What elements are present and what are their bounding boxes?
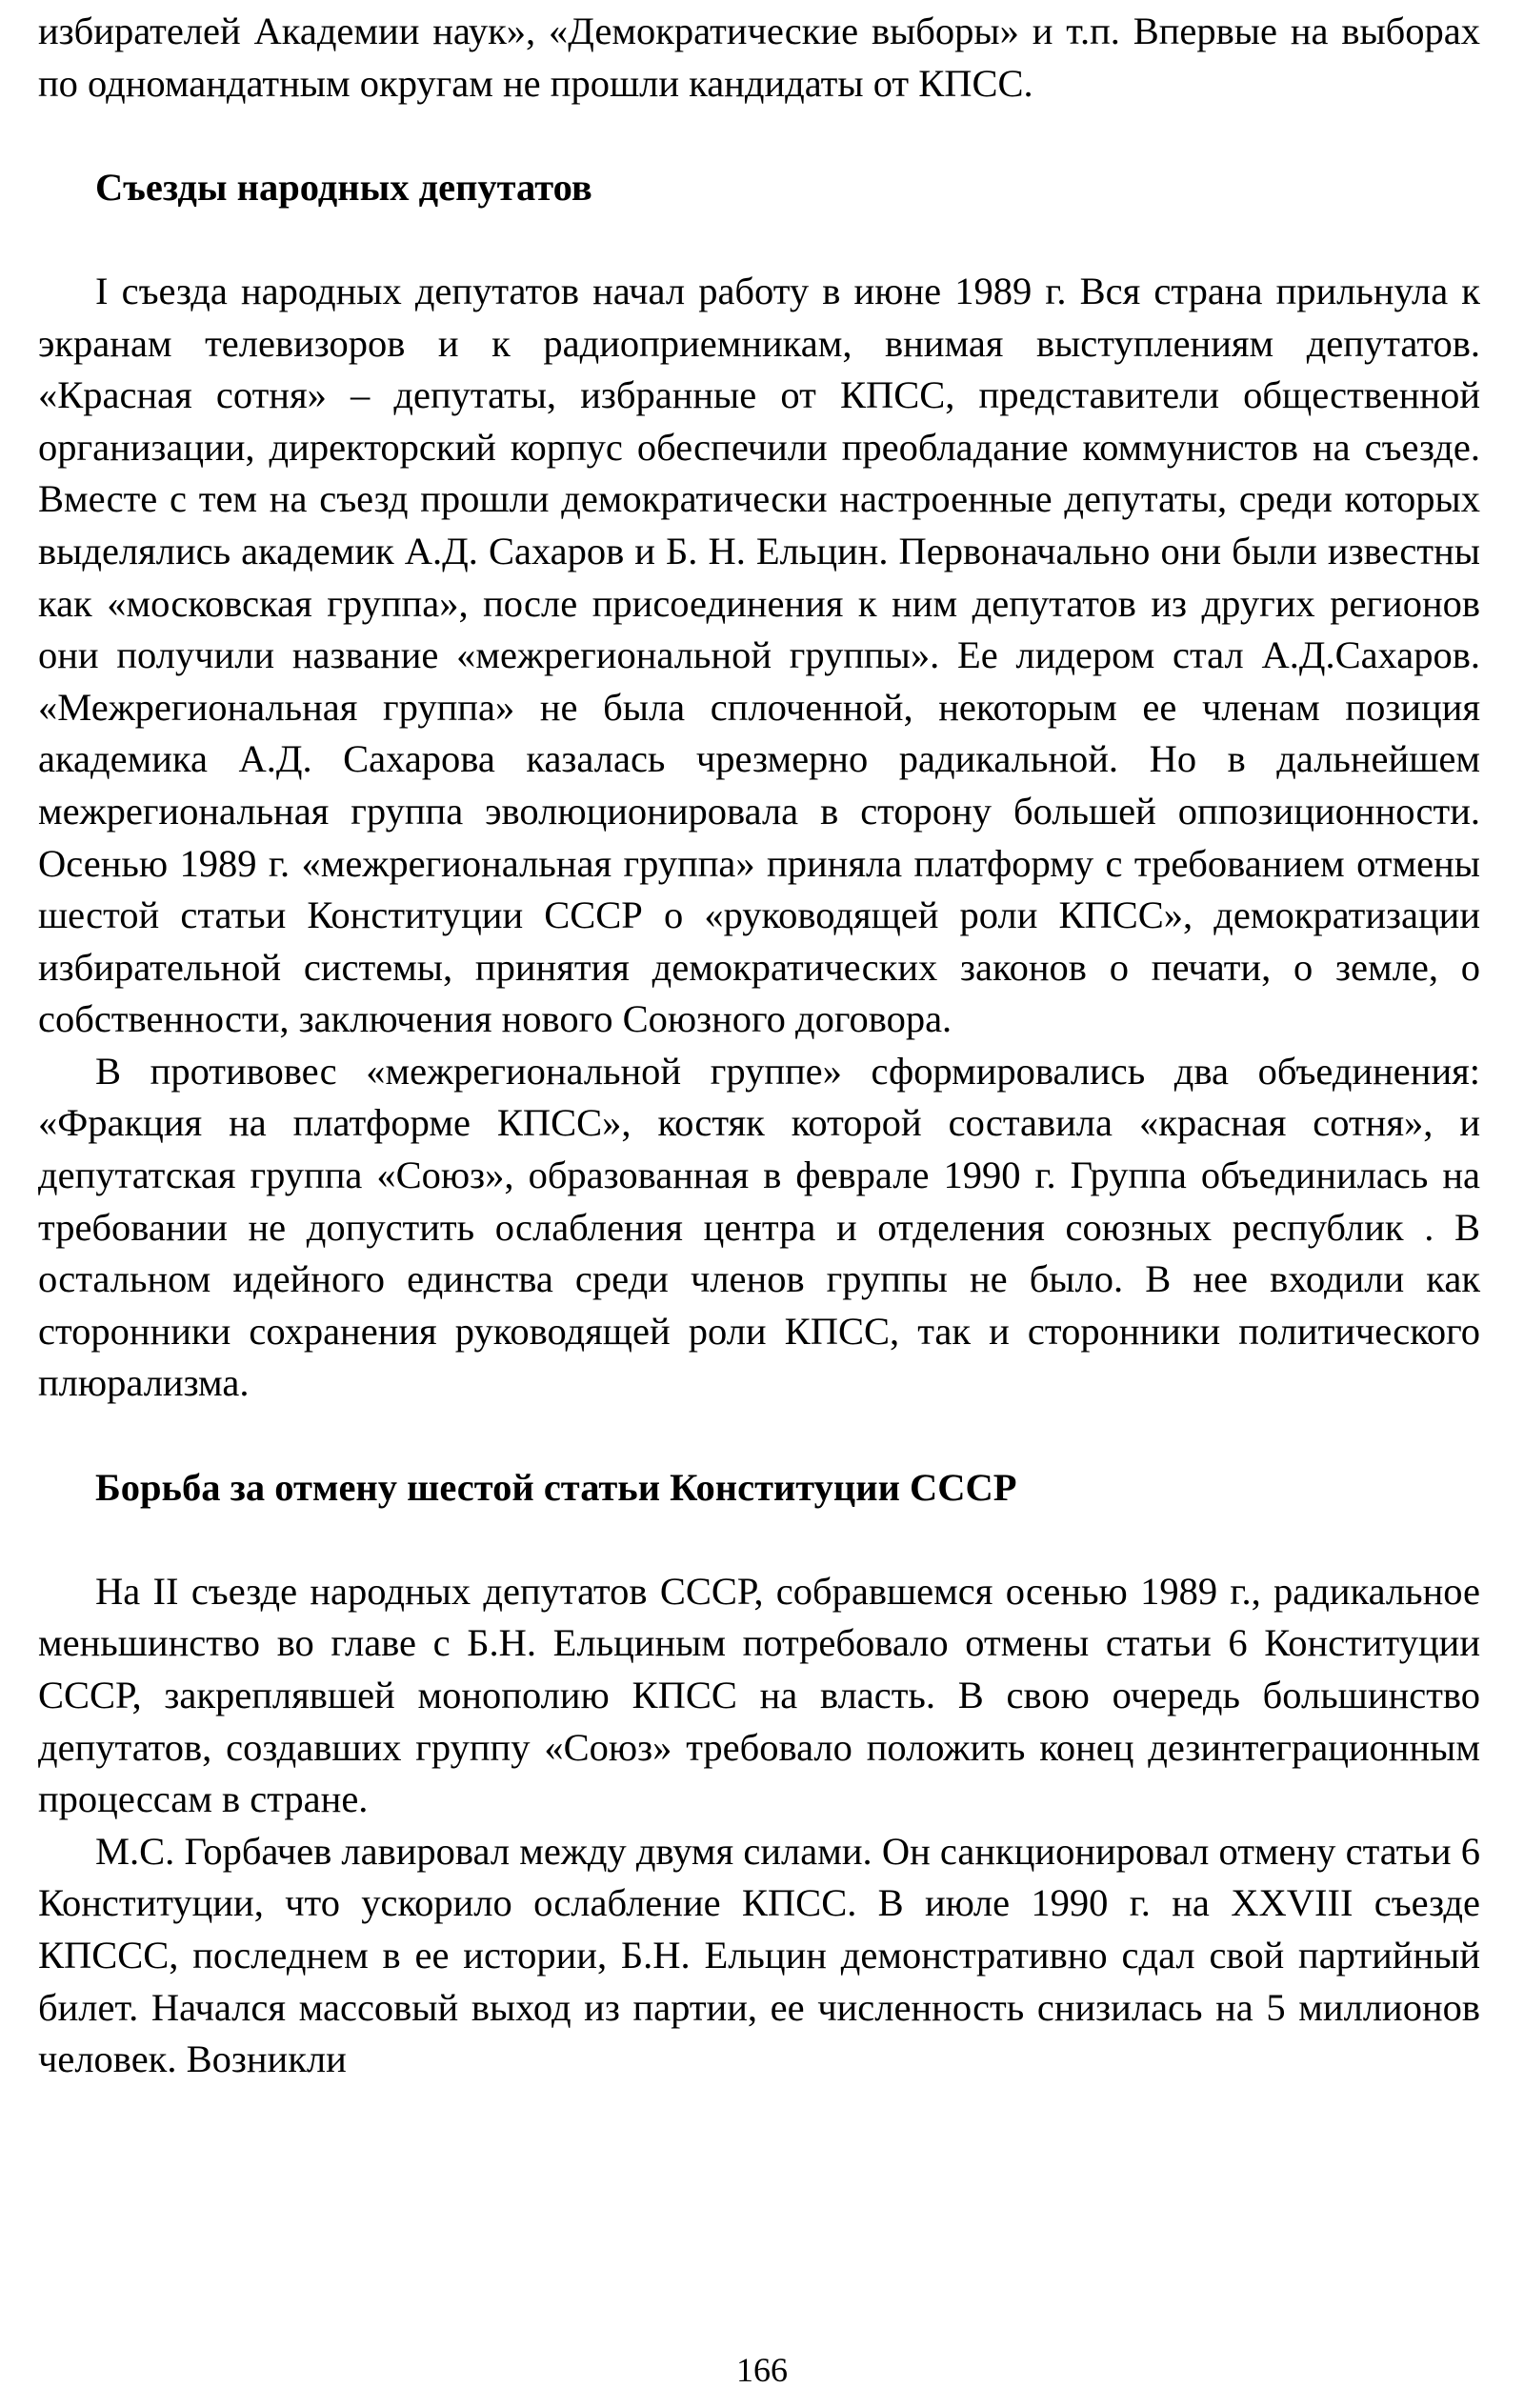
paragraph-soyuz-group: В противовес «межрегиональной группе» сформировались два объединения: «Фракция на платформе КПСС», костяк которой составила «красная сотня», и депутатская группа «Союз», образованная в феврале 1990 г. Группа объединилась на требовании не допустить ослабления центра и отделения союзных республик . В остальном идейного единства среди членов группы не было. В нее входили как сторонники сохранения руководящей роли КПСС, так и сторонники политического плюрализма.: [38, 1049, 1480, 1405]
paragraph-first-congress: I съезда народных депутатов начал работу в июне 1989 г. Вся страна прильнула к экранам телевизоров и к радиоприемникам, внимая выступлениям депутатов. «Красная сотня» – депутаты, избранные от КПСС, представители общественной организации, директорский корпус обеспечили преобладание коммунистов на съезде. Вместе с тем на съезд прошли демократически настроенные депутаты, среди которых выделялись академик А.Д. Сахаров и Б. Н. Ельцин. Первоначально они были известны как «московская группа», после присоединения к ним депутатов из других регионов они получили название «межрегиональной группы». Ее лидером стал А.Д.Сахаров. «Межрегиональная группа» не была сплоченной, некоторым ее членам позиция академика А.Д. Сахарова казалась чрезмерно радикальной. Но в дальнейшем межрегиональная группа эволюционировала в сторону большей оппозиционности. Осенью 1989 г. «межрегиональная группа» приняла платформу с требованием отмены шестой статьи Конституции СССР о «руководящей роли КПСС», демократизации избирательной системы, принятия демократических законов о печати, о земле, о собственности, заключения нового Союзного договора.: [38, 269, 1480, 1041]
document-page: [38, 6, 1480, 2086]
paragraph-gorbachev: М.С. Горбачев лавировал между двумя силами. Он санкционировал отмену статьи 6 Конституции, что ускорило ослабление КПСС. В июле 1990 г. на XXVIII съезде КПССС, последнем в ее истории, Б.Н. Ельцин демонстративно сдал свой партийный билет. Начался массовый выход из партии, ее численность снизилась на 5 миллионов человек. Возникли: [38, 1829, 1480, 2081]
spacer: [38, 110, 1480, 162]
page-number: 166: [736, 2351, 788, 2389]
section-heading-article-six: Борьба за отмену шестой статьи Конституции СССР: [95, 1465, 1017, 1509]
spacer: [38, 1514, 1480, 1566]
spacer: [38, 1410, 1480, 1462]
intro-paragraph: избирателей Академии наук», «Демократические выборы» и т.п. Впервые на выборах по одномандатным округам не прошли кандидаты от КПСС.: [38, 10, 1480, 105]
paragraph-second-congress: На II съезде народных депутатов СССР, собравшемся осенью 1989 г., радикальное меньшинство во главе с Б.Н. Ельциным потребовало отмены статьи 6 Конституции СССР, закреплявшей монополию КПСС на власть. В свою очередь большинство депутатов, создавших группу «Союз» требовало положить конец дезинтеграционным процессам в стране.: [38, 1569, 1480, 1821]
section-heading-congresses: Съезды народных депутатов: [95, 165, 592, 209]
spacer: [38, 213, 1480, 266]
